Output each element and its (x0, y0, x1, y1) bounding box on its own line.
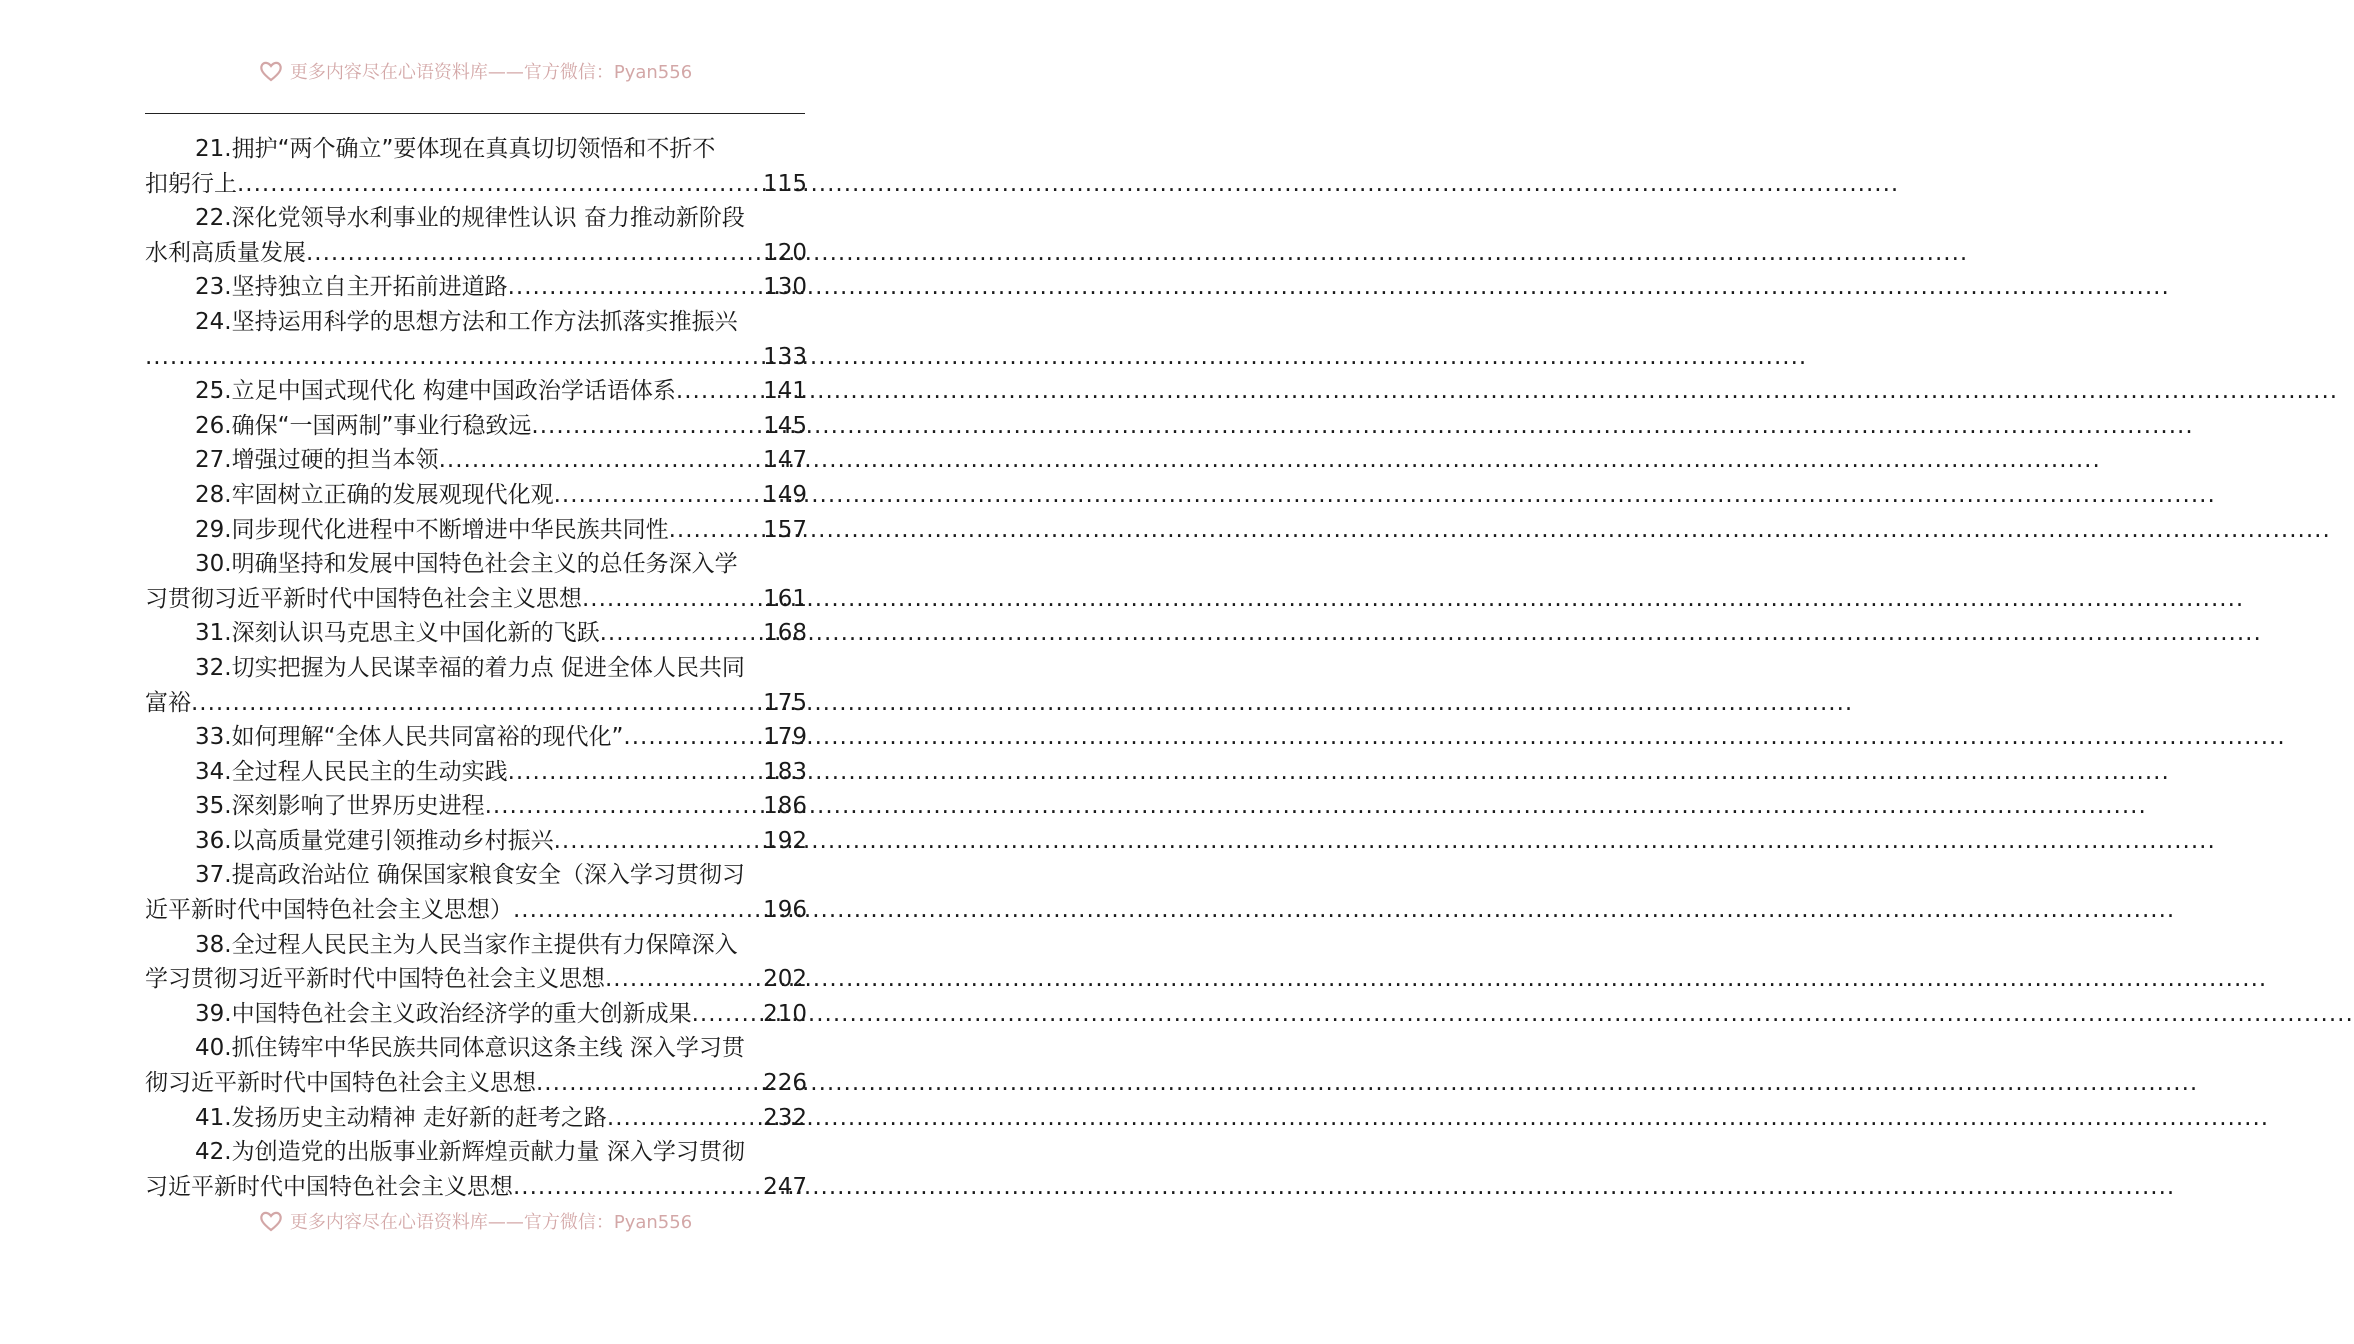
toc-entry-line (145, 305, 807, 340)
toc-entry-text: 26.确保“一国两制”事业行稳致远 (195, 412, 532, 439)
toc-leader-dots (607, 1101, 761, 1136)
toc-page-number: 147 (763, 447, 807, 474)
toc-leader-dots (439, 443, 762, 478)
toc-page-number: 157 (763, 516, 807, 543)
toc-entry-line (145, 582, 807, 617)
toc-entry-line (145, 928, 807, 963)
toc-entry-line (145, 513, 807, 548)
toc-entry-text: 30.明确坚持和发展中国特色社会主义的总任务深入学 (195, 551, 738, 578)
toc-entry-line (145, 1135, 807, 1170)
toc-leader-dots (676, 374, 761, 409)
toc-page-number: 168 (763, 620, 807, 647)
toc-leader-dots (508, 755, 762, 790)
watermark-top (0, 54, 950, 88)
toc-entry-line (145, 824, 807, 859)
toc-page-number: 196 (763, 897, 807, 924)
toc-entry-line (145, 1066, 807, 1101)
toc-entry-line (145, 789, 807, 824)
toc-page-number: 120 (763, 239, 807, 266)
toc-page-number: 186 (763, 793, 807, 820)
toc-page-number: 183 (763, 758, 807, 785)
toc-entry-line (145, 1101, 807, 1136)
toc-entry-text: 33.如何理解“全体人民共同富裕的现代化” (195, 724, 624, 751)
toc-page-number: 161 (763, 585, 807, 612)
toc-leader-dots (513, 893, 761, 928)
toc-entry-text: 39.中国特色社会主义政治经济学的重大创新成果 (195, 1000, 692, 1027)
toc-entry-line (145, 1031, 807, 1066)
toc-leader-dots (145, 340, 761, 375)
watermark-text: 更多内容尽在心语资料库——官方微信：Pyan556 (289, 62, 693, 83)
toc-entry-line (145, 340, 807, 375)
toc-page-number: 179 (763, 724, 807, 751)
toc-entry-text: 41.发扬历史主动精神 走好新的赶考之路 (195, 1104, 607, 1131)
toc-leader-dots (536, 1066, 761, 1101)
watermark-bottom (0, 1204, 950, 1238)
toc-entry-text: 29.同步现代化进程中不断增进中华民族共同性 (195, 516, 669, 543)
toc-entry-line (145, 997, 807, 1032)
toc-entry-line (145, 893, 807, 928)
toc-entry-text: 32.切实把握为人民谋幸福的着力点 促进全体人民共同 (195, 654, 745, 681)
toc-entry-line (145, 201, 807, 236)
toc-entry-text: 36.以高质量党建引领推动乡村振兴 (195, 827, 554, 854)
toc-entry-line (145, 167, 807, 202)
toc-page-number: 202 (763, 966, 807, 993)
toc-leader-dots (508, 270, 762, 305)
toc-entry-line (145, 686, 807, 721)
toc-entry-text: 35.深刻影响了世界历史进程 (195, 793, 485, 820)
toc-entry-text: 28.牢固树立正确的发展观现代化观 (195, 481, 554, 508)
heart-logo-icon (258, 58, 284, 84)
toc-leader-dots (582, 582, 761, 617)
toc-page-number: 247 (763, 1173, 807, 1200)
toc-leader-dots (623, 720, 761, 755)
toc-entry-line (145, 858, 807, 893)
toc-page-number: 149 (763, 481, 807, 508)
toc-page-number: 141 (763, 378, 807, 405)
toc-entry-line (145, 132, 807, 167)
toc-entry-text: 37.提高政治站位 确保国家粮食安全（深入学习贯彻习 (195, 862, 745, 889)
toc-page-number: 192 (763, 827, 807, 854)
heart-logo-icon (258, 1208, 284, 1234)
toc-entry-line (145, 1170, 807, 1205)
toc-page-number: 130 (763, 274, 807, 301)
toc-page-number: 175 (763, 689, 807, 716)
toc-entry-line (145, 478, 807, 513)
watermark-text: 更多内容尽在心语资料库——官方微信：Pyan556 (289, 1212, 693, 1233)
toc-entry-text: 25.立足中国式现代化 构建中国政治学话语体系 (195, 378, 676, 405)
toc-leader-dots (531, 409, 761, 444)
toc-entry-text: 水利高质量发展 (145, 239, 306, 266)
toc-page-number: 115 (763, 170, 807, 197)
toc-entry-line (145, 270, 807, 305)
table-of-contents (145, 132, 807, 1204)
toc-entry-text: 学习贯彻习近平新时代中国特色社会主义思想 (145, 966, 605, 993)
toc-entry-text: 24.坚持运用科学的思想方法和工作方法抓落实推振兴 (195, 308, 738, 335)
header-divider (145, 113, 805, 114)
toc-entry-line (145, 236, 807, 271)
toc-entry-line (145, 443, 807, 478)
toc-entry-line (145, 651, 807, 686)
toc-entry-text: 40.抓住铸牢中华民族共同体意识这条主线 深入学习贯 (195, 1035, 745, 1062)
toc-entry-text: 31.深刻认识马克思主义中国化新的飞跃 (195, 620, 600, 647)
toc-entry-text: 22.深化党领导水利事业的规律性认识 奋力推动新阶段 (195, 205, 745, 232)
toc-leader-dots (605, 962, 761, 997)
toc-entry-line (145, 409, 807, 444)
toc-page-number: 226 (763, 1070, 807, 1097)
toc-page-number: 145 (763, 412, 807, 439)
toc-leader-dots (669, 513, 762, 548)
toc-leader-dots (600, 616, 762, 651)
toc-entry-text: 扣躬行上 (145, 170, 237, 197)
toc-entry-text: 习贯彻习近平新时代中国特色社会主义思想 (145, 585, 582, 612)
toc-leader-dots (191, 686, 761, 721)
toc-entry-text: 42.为创造党的出版事业新辉煌贡献力量 深入学习贯彻 (195, 1139, 745, 1166)
toc-leader-dots (485, 789, 762, 824)
toc-leader-dots (306, 236, 761, 271)
toc-leader-dots (513, 1170, 761, 1205)
toc-entry-text: 富裕 (145, 689, 191, 716)
toc-entry-text: 34.全过程人民民主的生动实践 (195, 758, 508, 785)
toc-leader-dots (554, 478, 762, 513)
toc-entry-text: 21.拥护“两个确立”要体现在真真切切领悟和不折不 (195, 136, 716, 162)
toc-entry-text: 彻习近平新时代中国特色社会主义思想 (145, 1070, 536, 1097)
toc-leader-dots (692, 997, 762, 1032)
toc-entry-line (145, 616, 807, 651)
toc-page-number: 232 (763, 1104, 807, 1131)
toc-entry-text: 38.全过程人民民主为人民当家作主提供有力保障深入 (195, 931, 738, 958)
toc-leader-dots (237, 167, 761, 202)
toc-page-number: 133 (763, 343, 807, 370)
toc-entry-line (145, 374, 807, 409)
toc-leader-dots (554, 824, 762, 859)
toc-entry-line (145, 962, 807, 997)
toc-entry-text: 23.坚持独立自主开拓前进道路 (195, 274, 508, 301)
toc-page-number: 210 (763, 1000, 807, 1027)
toc-entry-line (145, 720, 807, 755)
toc-entry-text: 27.增强过硬的担当本领 (195, 447, 439, 474)
toc-entry-line (145, 547, 807, 582)
toc-entry-line (145, 755, 807, 790)
toc-entry-text: 习近平新时代中国特色社会主义思想 (145, 1173, 513, 1200)
toc-entry-text: 近平新时代中国特色社会主义思想） (145, 897, 513, 924)
